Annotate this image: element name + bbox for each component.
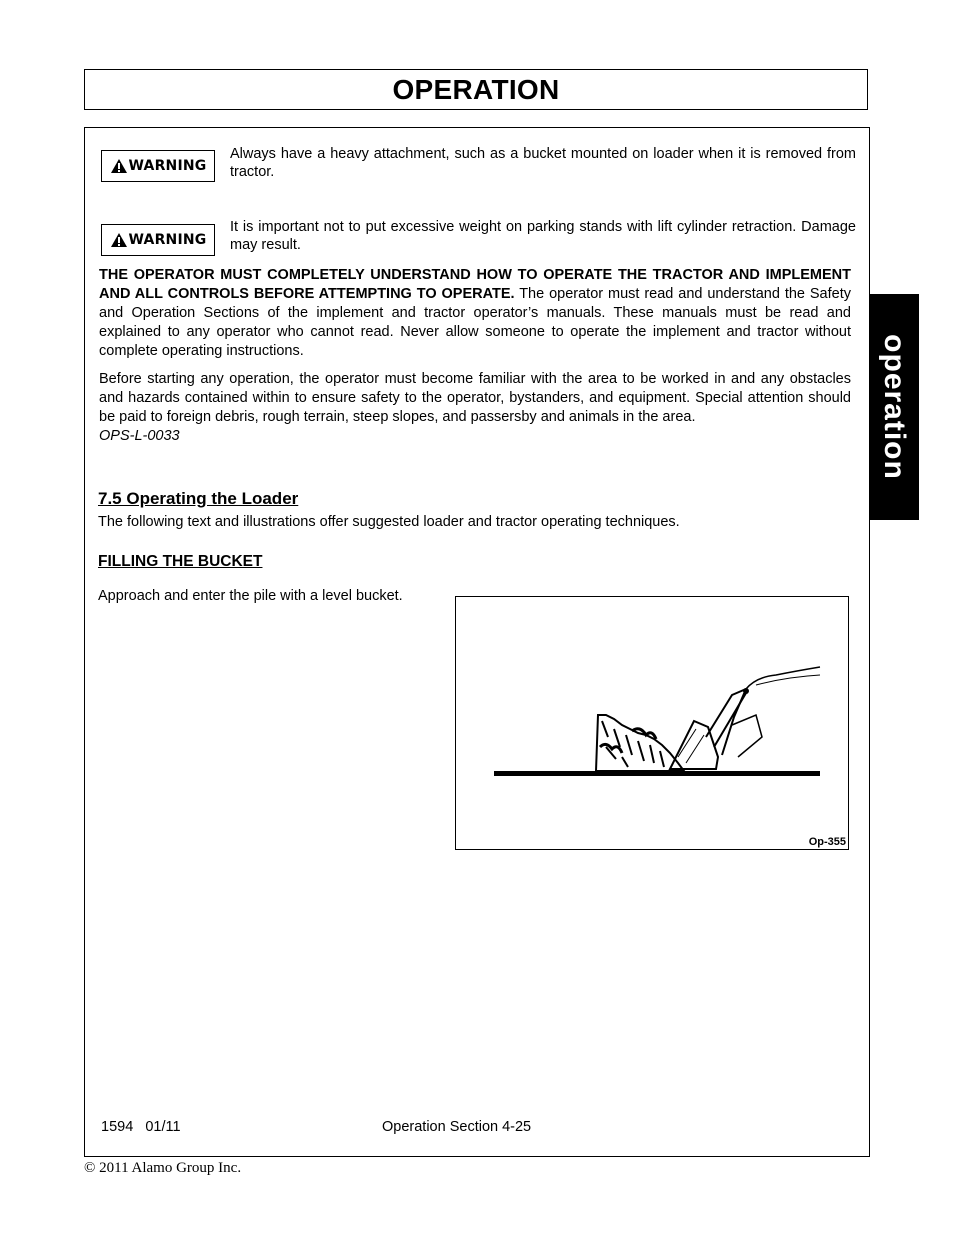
document-code: OPS-L-0033 — [99, 428, 180, 444]
copyright-notice: © 2011 Alamo Group Inc. — [84, 1160, 242, 1176]
footer-page-label: Operation Section 4-25 — [382, 1119, 532, 1135]
warning-message-2: It is important not to put excessive weight on parking stands with lift cylinder retraction. Damage may result. — [230, 219, 856, 253]
loader-illustration — [455, 596, 849, 850]
operator-instruction-bold: THE OPERATOR MUST COMPLETELY UNDERSTAND HOW TO OPERATE THE TRACTOR AND IMPLEMENT AND ALL CONTROLS BEFORE ATTEMPTING TO OPERATE. — [99, 267, 851, 302]
warning-triangle-icon — [110, 158, 128, 174]
step-instruction: Approach and enter the pile with a level bucket. — [98, 588, 403, 604]
section-heading: 7.5 Operating the Loader — [98, 489, 299, 508]
warning-badge-label: WARNING — [128, 232, 207, 248]
warning-badge-label: WARNING — [128, 158, 207, 174]
page-header — [84, 69, 868, 110]
hazard-awareness-paragraph — [99, 370, 851, 446]
operator-instruction-text: The operator must read and understand the Safety and Operation Sections of the implement and tractor operator’s manuals. These manuals must be read and explained to any operator who cannot read. Never allow someone to operate the implement and tractor without complete operating instructions. — [99, 286, 851, 359]
section-side-tab — [869, 294, 919, 520]
section-intro: The following text and illustrations offer suggested loader and tractor operating techniques. — [98, 514, 680, 530]
warning-message-1: Always have a heavy attachment, such as a bucket mounted on loader when it is removed from tractor. — [230, 146, 856, 180]
loader-bucket-drawing — [456, 597, 848, 849]
warning-triangle-icon — [110, 232, 128, 248]
warning-badge-2 — [101, 224, 215, 256]
footer-document-number: 1594 01/11 — [101, 1119, 181, 1135]
figure-code: Op-355 — [808, 836, 846, 848]
hazard-awareness-text: Before starting any operation, the operator must become familiar with the area to be worked in and any obstacles and hazards contained within to ensure safety to the operator, bystanders, and equipment. Special attention should be paid to foreign debris, rough terrain, steep slopes, and passersby and animals in the area. — [99, 371, 851, 425]
warning-badge-1 — [101, 150, 215, 182]
page-title: OPERATION — [392, 73, 560, 105]
side-tab-label: operation — [878, 334, 911, 480]
subsection-heading: FILLING THE BUCKET — [98, 553, 263, 570]
operator-instruction-paragraph — [99, 266, 851, 361]
